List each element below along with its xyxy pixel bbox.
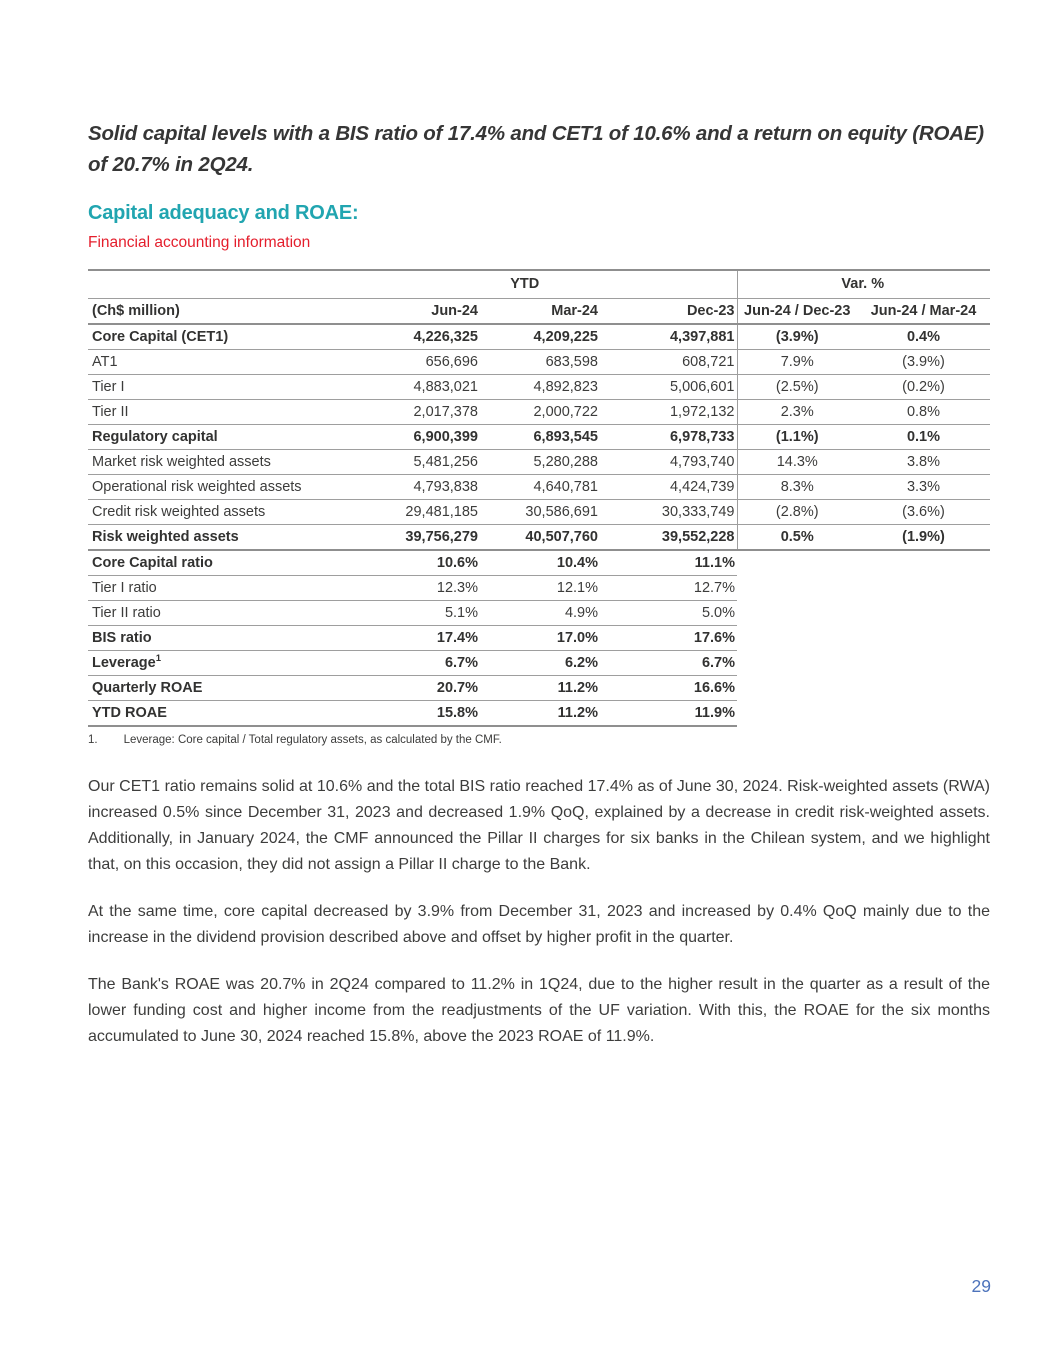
- variation-cell: [859, 701, 990, 727]
- table-row: [88, 550, 990, 576]
- row-label: BIS ratio: [88, 626, 315, 651]
- table-row: [88, 324, 990, 350]
- variation-cell: [737, 701, 859, 727]
- table-row: [88, 375, 990, 400]
- variation-cell: (3.9%): [737, 324, 859, 350]
- footnote-marker: 1.: [88, 734, 98, 746]
- value-cell: 4.9%: [480, 601, 600, 626]
- variation-cell: [737, 676, 859, 701]
- value-cell: 39,756,279: [315, 525, 480, 551]
- row-label: AT1: [88, 350, 315, 375]
- variation-cell: [737, 576, 859, 601]
- value-cell: 5,006,601: [600, 375, 737, 400]
- value-cell: 5.0%: [600, 601, 737, 626]
- variation-cell: [737, 601, 859, 626]
- footnote-text: Leverage: Core capital / Total regulatory assets, as calculated by the CMF.: [123, 734, 502, 746]
- row-label: YTD ROAE: [88, 701, 315, 727]
- value-cell: 6.2%: [480, 651, 600, 676]
- value-cell: 4,793,838: [315, 475, 480, 500]
- capital-table-body: [88, 324, 990, 726]
- value-cell: 29,481,185: [315, 500, 480, 525]
- variation-cell: (1.1%): [737, 425, 859, 450]
- row-label: Tier I ratio: [88, 576, 315, 601]
- table-row: [88, 450, 990, 475]
- table-row: [88, 626, 990, 651]
- value-cell: 683,598: [480, 350, 600, 375]
- value-cell: 4,209,225: [480, 324, 600, 350]
- row-label: Credit risk weighted assets: [88, 500, 315, 525]
- value-cell: 17.0%: [480, 626, 600, 651]
- row-label: Risk weighted assets: [88, 525, 315, 551]
- column-header-dec23: Dec-23: [600, 299, 737, 325]
- row-label: Leverage$^1$: [88, 651, 315, 676]
- table-row: [88, 425, 990, 450]
- column-header-jun24-dec23: Jun-24 / Dec-23: [737, 299, 859, 325]
- value-cell: 11.9%: [600, 701, 737, 727]
- value-cell: 6,893,545: [480, 425, 600, 450]
- value-cell: 11.2%: [480, 676, 600, 701]
- table-header: [88, 270, 990, 324]
- row-label: Regulatory capital: [88, 425, 315, 450]
- variation-cell: [737, 550, 859, 576]
- value-cell: 6.7%: [315, 651, 480, 676]
- section-subtitle: Financial accounting information: [88, 234, 311, 251]
- variation-cell: 0.5%: [737, 525, 859, 551]
- table-row: [88, 576, 990, 601]
- variation-cell: [859, 601, 990, 626]
- value-cell: 4,892,823: [480, 375, 600, 400]
- variation-cell: [859, 651, 990, 676]
- section-title: Capital adequacy and ROAE:: [88, 202, 359, 224]
- value-cell: 4,793,740: [600, 450, 737, 475]
- value-cell: 4,883,021: [315, 375, 480, 400]
- value-cell: 608,721: [600, 350, 737, 375]
- variation-cell: 2.3%: [737, 400, 859, 425]
- row-label: Core Capital ratio: [88, 550, 315, 576]
- variation-cell: 7.9%: [737, 350, 859, 375]
- value-cell: 16.6%: [600, 676, 737, 701]
- value-cell: 6,978,733: [600, 425, 737, 450]
- row-label: Tier II: [88, 400, 315, 425]
- value-cell: 4,397,881: [600, 324, 737, 350]
- variation-cell: (1.9%): [859, 525, 990, 551]
- footnote-ref: 1: [155, 652, 161, 664]
- group-header-row: [88, 270, 990, 299]
- table-row: [88, 525, 990, 551]
- variation-cell: [737, 651, 859, 676]
- column-header-mar24: Mar-24: [480, 299, 600, 325]
- table-row: [88, 350, 990, 375]
- variation-cell: (3.6%): [859, 500, 990, 525]
- variation-cell: 14.3%: [737, 450, 859, 475]
- table-row: [88, 651, 990, 676]
- value-cell: 10.4%: [480, 550, 600, 576]
- value-cell: 11.2%: [480, 701, 600, 727]
- variation-cell: (2.8%): [737, 500, 859, 525]
- value-cell: 6,900,399: [315, 425, 480, 450]
- value-cell: 30,586,691: [480, 500, 600, 525]
- page-headline: Solid capital levels with a BIS ratio of 17.4% and CET1 of 10.6% and a return on equity (ROAE) of 20.7% in 2Q24.: [88, 122, 984, 176]
- value-cell: 4,226,325: [315, 324, 480, 350]
- page-number: 29: [971, 1276, 991, 1296]
- value-cell: 5,481,256: [315, 450, 480, 475]
- table-row: [88, 601, 990, 626]
- group-header-empty: [88, 270, 315, 299]
- row-label: Quarterly ROAE: [88, 676, 315, 701]
- value-cell: 4,640,781: [480, 475, 600, 500]
- table-footnote: [88, 734, 990, 746]
- value-cell: 17.4%: [315, 626, 480, 651]
- column-header-jun24: Jun-24: [315, 299, 480, 325]
- commentary: [88, 774, 990, 1050]
- value-cell: 10.6%: [315, 550, 480, 576]
- variation-cell: (3.9%): [859, 350, 990, 375]
- value-cell: 15.8%: [315, 701, 480, 727]
- value-cell: 5,280,288: [480, 450, 600, 475]
- value-cell: 2,017,378: [315, 400, 480, 425]
- variation-cell: [859, 676, 990, 701]
- value-cell: 6.7%: [600, 651, 737, 676]
- variation-cell: 0.1%: [859, 425, 990, 450]
- row-label: Core Capital (CET1): [88, 324, 315, 350]
- variation-cell: 3.3%: [859, 475, 990, 500]
- variation-cell: 0.4%: [859, 324, 990, 350]
- variation-cell: 0.8%: [859, 400, 990, 425]
- table-row: [88, 701, 990, 727]
- variation-cell: [859, 550, 990, 576]
- value-cell: 30,333,749: [600, 500, 737, 525]
- table-row: [88, 475, 990, 500]
- paragraph-roae: The Bank's ROAE was 20.7% in 2Q24 compared to 11.2% in 1Q24, due to the higher result in the quarter as a result of the lower funding cost and higher income from the readjustments of the UF variation. With this, the ROAE for the six months accumulated to June 30, 2024 reached 15.8%, above the 2023 ROAE of 11.9%.: [88, 976, 990, 1045]
- variation-cell: [859, 626, 990, 651]
- paragraph-core-capital: At the same time, core capital decreased by 3.9% from December 31, 2023 and increased by 0.4% QoQ mainly due to the increase in the dividend provision described above and offset by higher profit in the quarter.: [88, 903, 990, 946]
- row-label: Tier I: [88, 375, 315, 400]
- row-label: Tier II ratio: [88, 601, 315, 626]
- value-cell: 40,507,760: [480, 525, 600, 551]
- value-cell: 12.7%: [600, 576, 737, 601]
- row-label: Operational risk weighted assets: [88, 475, 315, 500]
- group-header-ytd: YTD: [315, 270, 737, 299]
- value-cell: 656,696: [315, 350, 480, 375]
- variation-cell: [859, 576, 990, 601]
- variation-cell: 8.3%: [737, 475, 859, 500]
- variation-cell: (2.5%): [737, 375, 859, 400]
- value-cell: 20.7%: [315, 676, 480, 701]
- variation-cell: 3.8%: [859, 450, 990, 475]
- value-cell: 5.1%: [315, 601, 480, 626]
- value-cell: 2,000,722: [480, 400, 600, 425]
- table-row: [88, 400, 990, 425]
- variation-cell: [737, 626, 859, 651]
- column-header-row: [88, 299, 990, 325]
- capital-adequacy-table: [88, 269, 990, 727]
- table-row: [88, 676, 990, 701]
- group-header-var: Var. %: [737, 270, 990, 299]
- row-label: Market risk weighted assets: [88, 450, 315, 475]
- value-cell: 39,552,228: [600, 525, 737, 551]
- table-row: [88, 500, 990, 525]
- value-cell: 17.6%: [600, 626, 737, 651]
- value-cell: 1,972,132: [600, 400, 737, 425]
- column-header-jun24-mar24: Jun-24 / Mar-24: [859, 299, 990, 325]
- variation-cell: (0.2%): [859, 375, 990, 400]
- value-cell: 4,424,739: [600, 475, 737, 500]
- value-cell: 12.3%: [315, 576, 480, 601]
- value-cell: 12.1%: [480, 576, 600, 601]
- value-cell: 11.1%: [600, 550, 737, 576]
- paragraph-cet1-bis: Our CET1 ratio remains solid at 10.6% and the total BIS ratio reached 17.4% as of June 30, 2024. Risk-weighted assets (RWA) increased 0.5% since December 31, 2023 and decreased 1.9% QoQ, explained by a decrease in credit risk-weighted assets. Additionally, in January 2024, the CMF announced the Pillar II charges for six banks in the Chilean system, and we highlight that, on this occasion, they did not assign a Pillar II charge to the Bank.: [88, 778, 990, 873]
- column-header-unit: (Ch$ million): [88, 299, 315, 325]
